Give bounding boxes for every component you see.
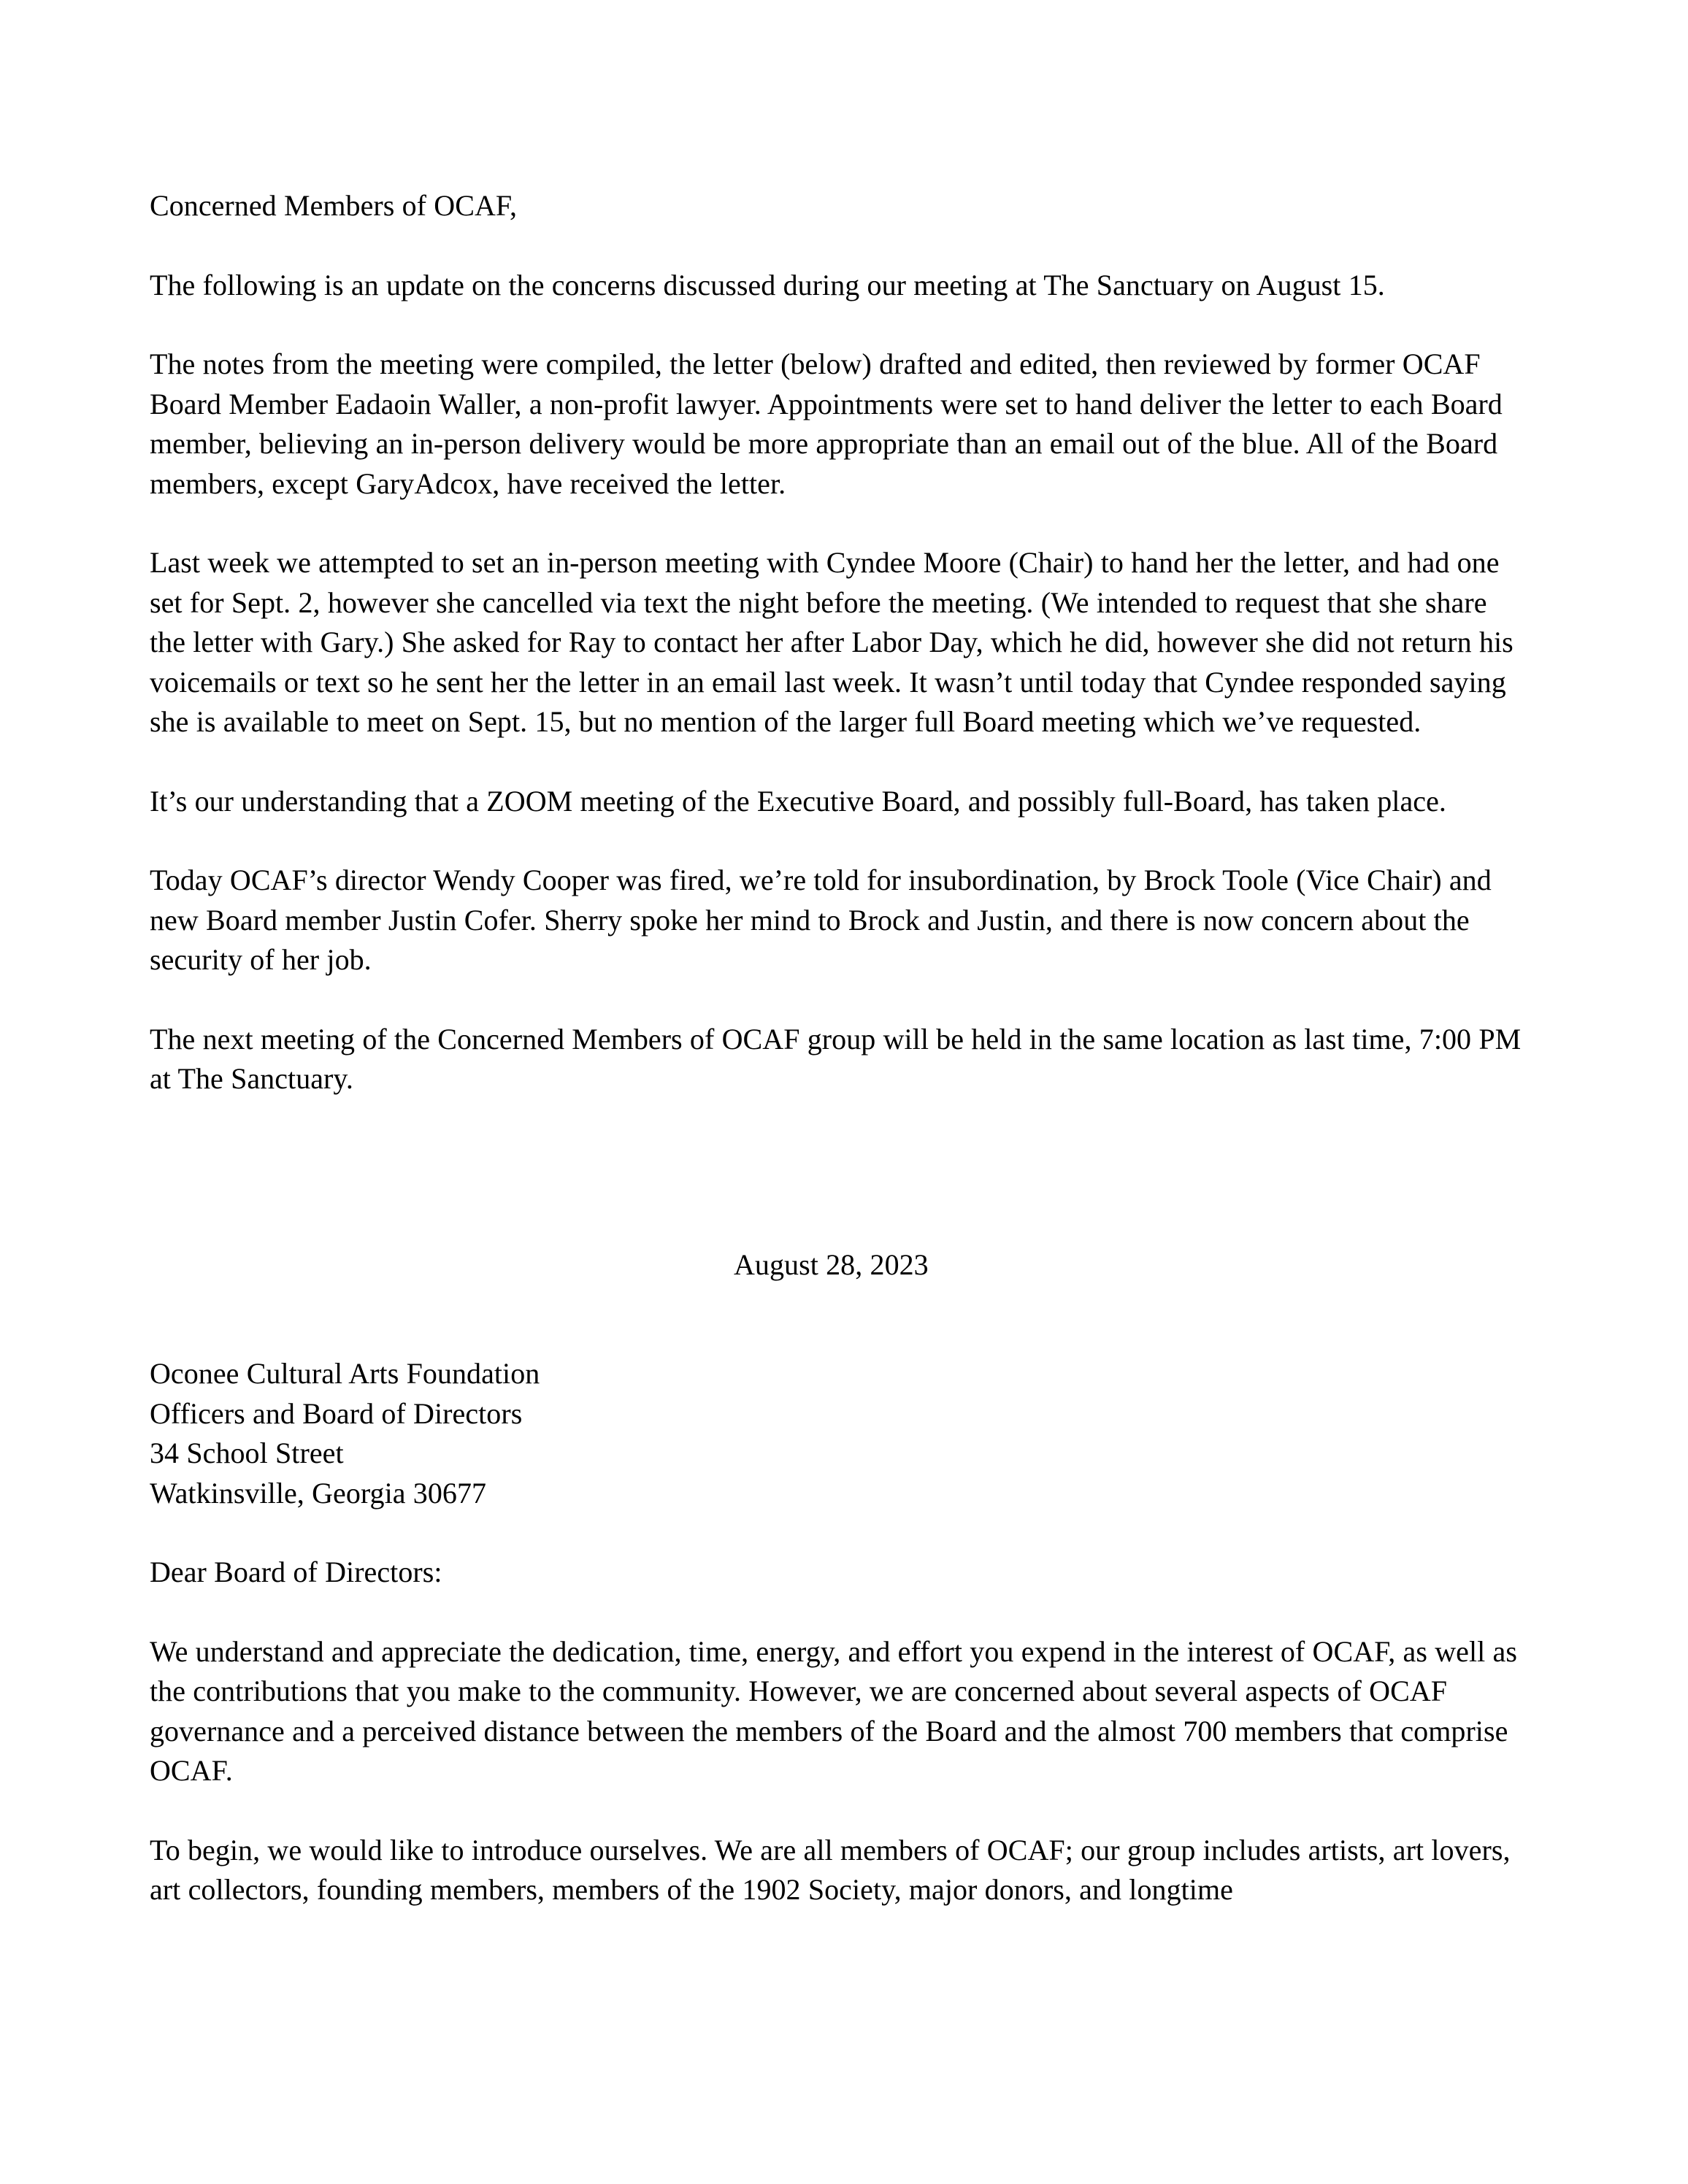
- address-line-city-state-zip: Watkinsville, Georgia 30677: [150, 1476, 487, 1510]
- address-line-street: 34 School Street: [150, 1437, 344, 1469]
- letter-date: August 28, 2023: [734, 1247, 929, 1281]
- document-body: [150, 186, 1526, 1910]
- memo-paragraph-5: Today OCAF’s director Wendy Cooper was fired, we’re told for insubordination, by Brock Toole (Vice Chair) and new Board member Justin Cofer. Sherry spoke her mind to Brock and Justin, and there is now concern about the security of her job.: [150, 864, 1492, 976]
- memo-paragraph-1: The following is an update on the concerns discussed during our meeting at The Sanctuary on August 15.: [150, 268, 1385, 301]
- memo-paragraph-4: It’s our understanding that a ZOOM meeting of the Executive Board, and possibly full-Board, has taken place.: [150, 784, 1446, 818]
- memo-paragraph-3: Last week we attempted to set an in-person meeting with Cyndee Moore (Chair) to hand her the letter, and had one set for Sept. 2, however she cancelled via text the night before the meeting. (We intended to request that she share the letter with Gary.) She asked for Ray to contact her after Labor Day, which he did, however she did not return his voicemails or text so he sent her the letter in an email last week. It wasn’t until today that Cyndee responded saying she is available to meet on Sept. 15, but no mention of the larger full Board meeting which we’ve requested.: [150, 546, 1514, 738]
- letter-paragraph-2: To begin, we would like to introduce ourselves. We are all members of OCAF; our group includes artists, art lovers, art collectors, founding members, members of the 1902 Society, major donors, and longtime: [150, 1833, 1511, 1906]
- memo-greeting: Concerned Members of OCAF,: [150, 189, 518, 222]
- section-separator: [150, 1099, 1526, 1245]
- letter-paragraph-1: We understand and appreciate the dedication, time, energy, and effort you expend in the interest of OCAF, as well as the contributions that you make to the community. However, we are concerned about several aspects of OCAF governance and a perceived distance between the members of the Board and the almost 700 members that comprise OCAF.: [150, 1634, 1517, 1787]
- formal-letter-section: [150, 1245, 1526, 1910]
- update-memo-section: [150, 186, 1526, 1099]
- address-line-department: Officers and Board of Directors: [150, 1396, 523, 1430]
- recipient-address-block: [150, 1354, 1526, 1513]
- memo-paragraph-6: The next meeting of the Concerned Members of OCAF group will be held in the same location as last time, 7:00 PM at The Sanctuary.: [150, 1022, 1522, 1095]
- letter-salutation: Dear Board of Directors:: [150, 1556, 442, 1588]
- memo-paragraph-2: The notes from the meeting were compiled, the letter (below) drafted and edited, then reviewed by former OCAF Board Member Eadaoin Waller, a non-profit lawyer. Appointments were set to hand deliver the letter to each Board member, believing an in-person delivery would be more appropriate than an email out of the blue. All of the Board members, except GaryAdcox, have received the letter.: [150, 347, 1503, 500]
- address-line-organization: Oconee Cultural Arts Foundation: [150, 1357, 540, 1390]
